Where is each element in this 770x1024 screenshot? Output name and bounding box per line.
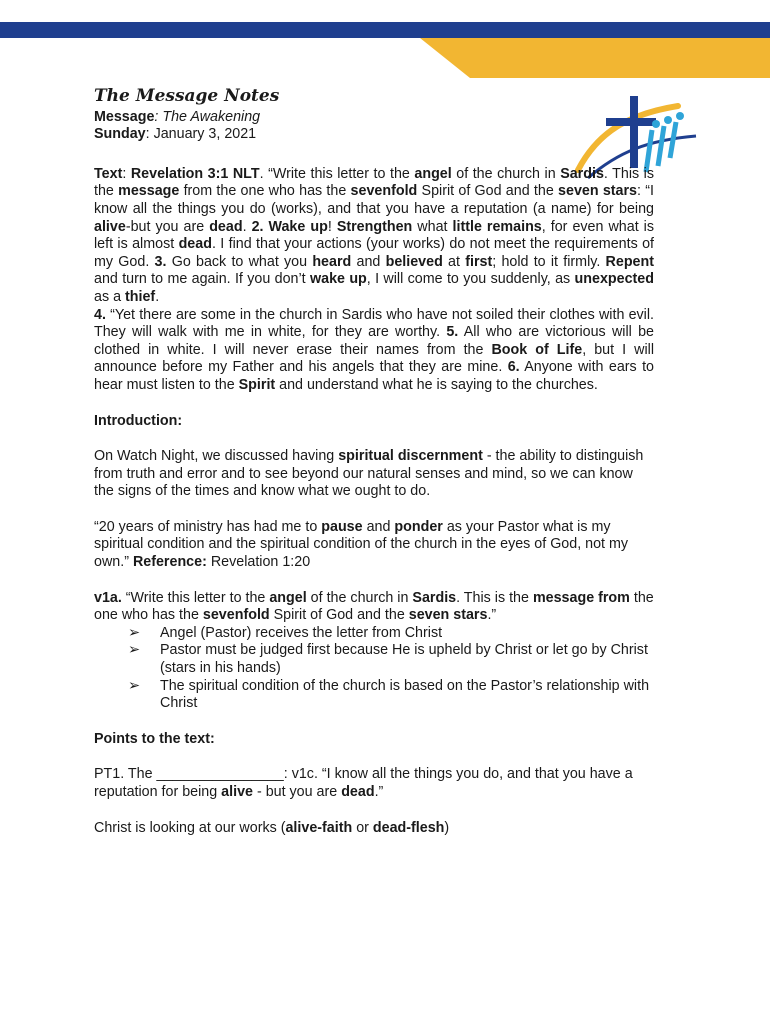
list-item: ➢ Pastor must be judged first because He is upheld by Christ or let go by Christ (stars in his hands) (128, 642, 648, 677)
message-notes-document (94, 88, 654, 837)
introduction-paragraph-1: On Watch Night, we discussed having spiritual discernment - the ability to distinguish from truth and error and to see beyond our natural senses and mind, so we can know the signs of the times and know what we ought to do. (94, 448, 644, 500)
arrow-bullet-icon: ➢ (128, 677, 140, 694)
introduction-paragraph-2: “20 years of ministry has had me to pause and ponder as your Pastor what is my spiritual condition and the spiritual condition of the church in the eyes of God, not my own.” Reference: Revelation 1:20 (94, 518, 629, 571)
point-1-paragraph: PT1. The ________________: v1c. “I know all the things you do, and that you have a reputation for being alive - but you are dead.” (94, 766, 633, 800)
christ-works-line: Christ is looking at our works (alive-faith or dead-flesh) (94, 819, 450, 836)
introduction-heading: Introduction: (94, 412, 183, 429)
arrow-bullet-icon: ➢ (128, 642, 140, 659)
scripture-text: Text: Revelation 3:1 NLT. “Write this letter to the angel of the church in Sardis. This is the message from the one who has the sevenfold Spirit of God and the seven stars: “I know all the things you do (works), and that you have a reputation (a name) for being alive-but you are dead. 2. Wake up! Strengthen what little remains, for even what is left is almost dead. I find that your actions (your works) do not meet the requirements of my God. 3. Go back to what you heard and believed at first; hold to it firmly. Repent and turn to me again. If you don’t wake up, I will come to you suddenly, as unexpected as a thief. (94, 165, 655, 305)
list-item: ➢ Angel (Pastor) receives the letter from Christ (128, 624, 443, 641)
list-item: ➢ The spiritual condition of the church is based on the Pastor’s relationship with Christ (128, 677, 650, 712)
fill-in-blank: ________________ (156, 766, 284, 783)
points-heading: Points to the text: (94, 730, 215, 747)
verse-4-text: 4. “Yet there are some in the church in Sardis who have not soiled their clothes with evil. They will walk with me in white, for they are worthy. 5. All who are victorious will be clothed in white. I will never erase their names from the Book of Life, but I will announce before my Father and his angels that they are mine. 6. Anyone with ears to hear must listen to the Spirit and understand what he is saying to the churches. (94, 306, 655, 393)
v1a-paragraph: v1a. “Write this letter to the angel of the church in Sardis. This is the message from the one who has the sevenfold Spirit of God and the seven stars.” (94, 589, 654, 624)
arrow-bullet-icon: ➢ (128, 624, 140, 641)
message-line: Message: The Awakening (94, 108, 261, 125)
header-band (0, 0, 770, 80)
sunday-line: Sunday: January 3, 2021 (94, 126, 257, 143)
header-blue-stripe (0, 22, 770, 38)
doc-title: The Message Notes (94, 86, 280, 106)
header-gold-wedge (420, 38, 770, 78)
v1a-bullet-list (94, 625, 654, 713)
